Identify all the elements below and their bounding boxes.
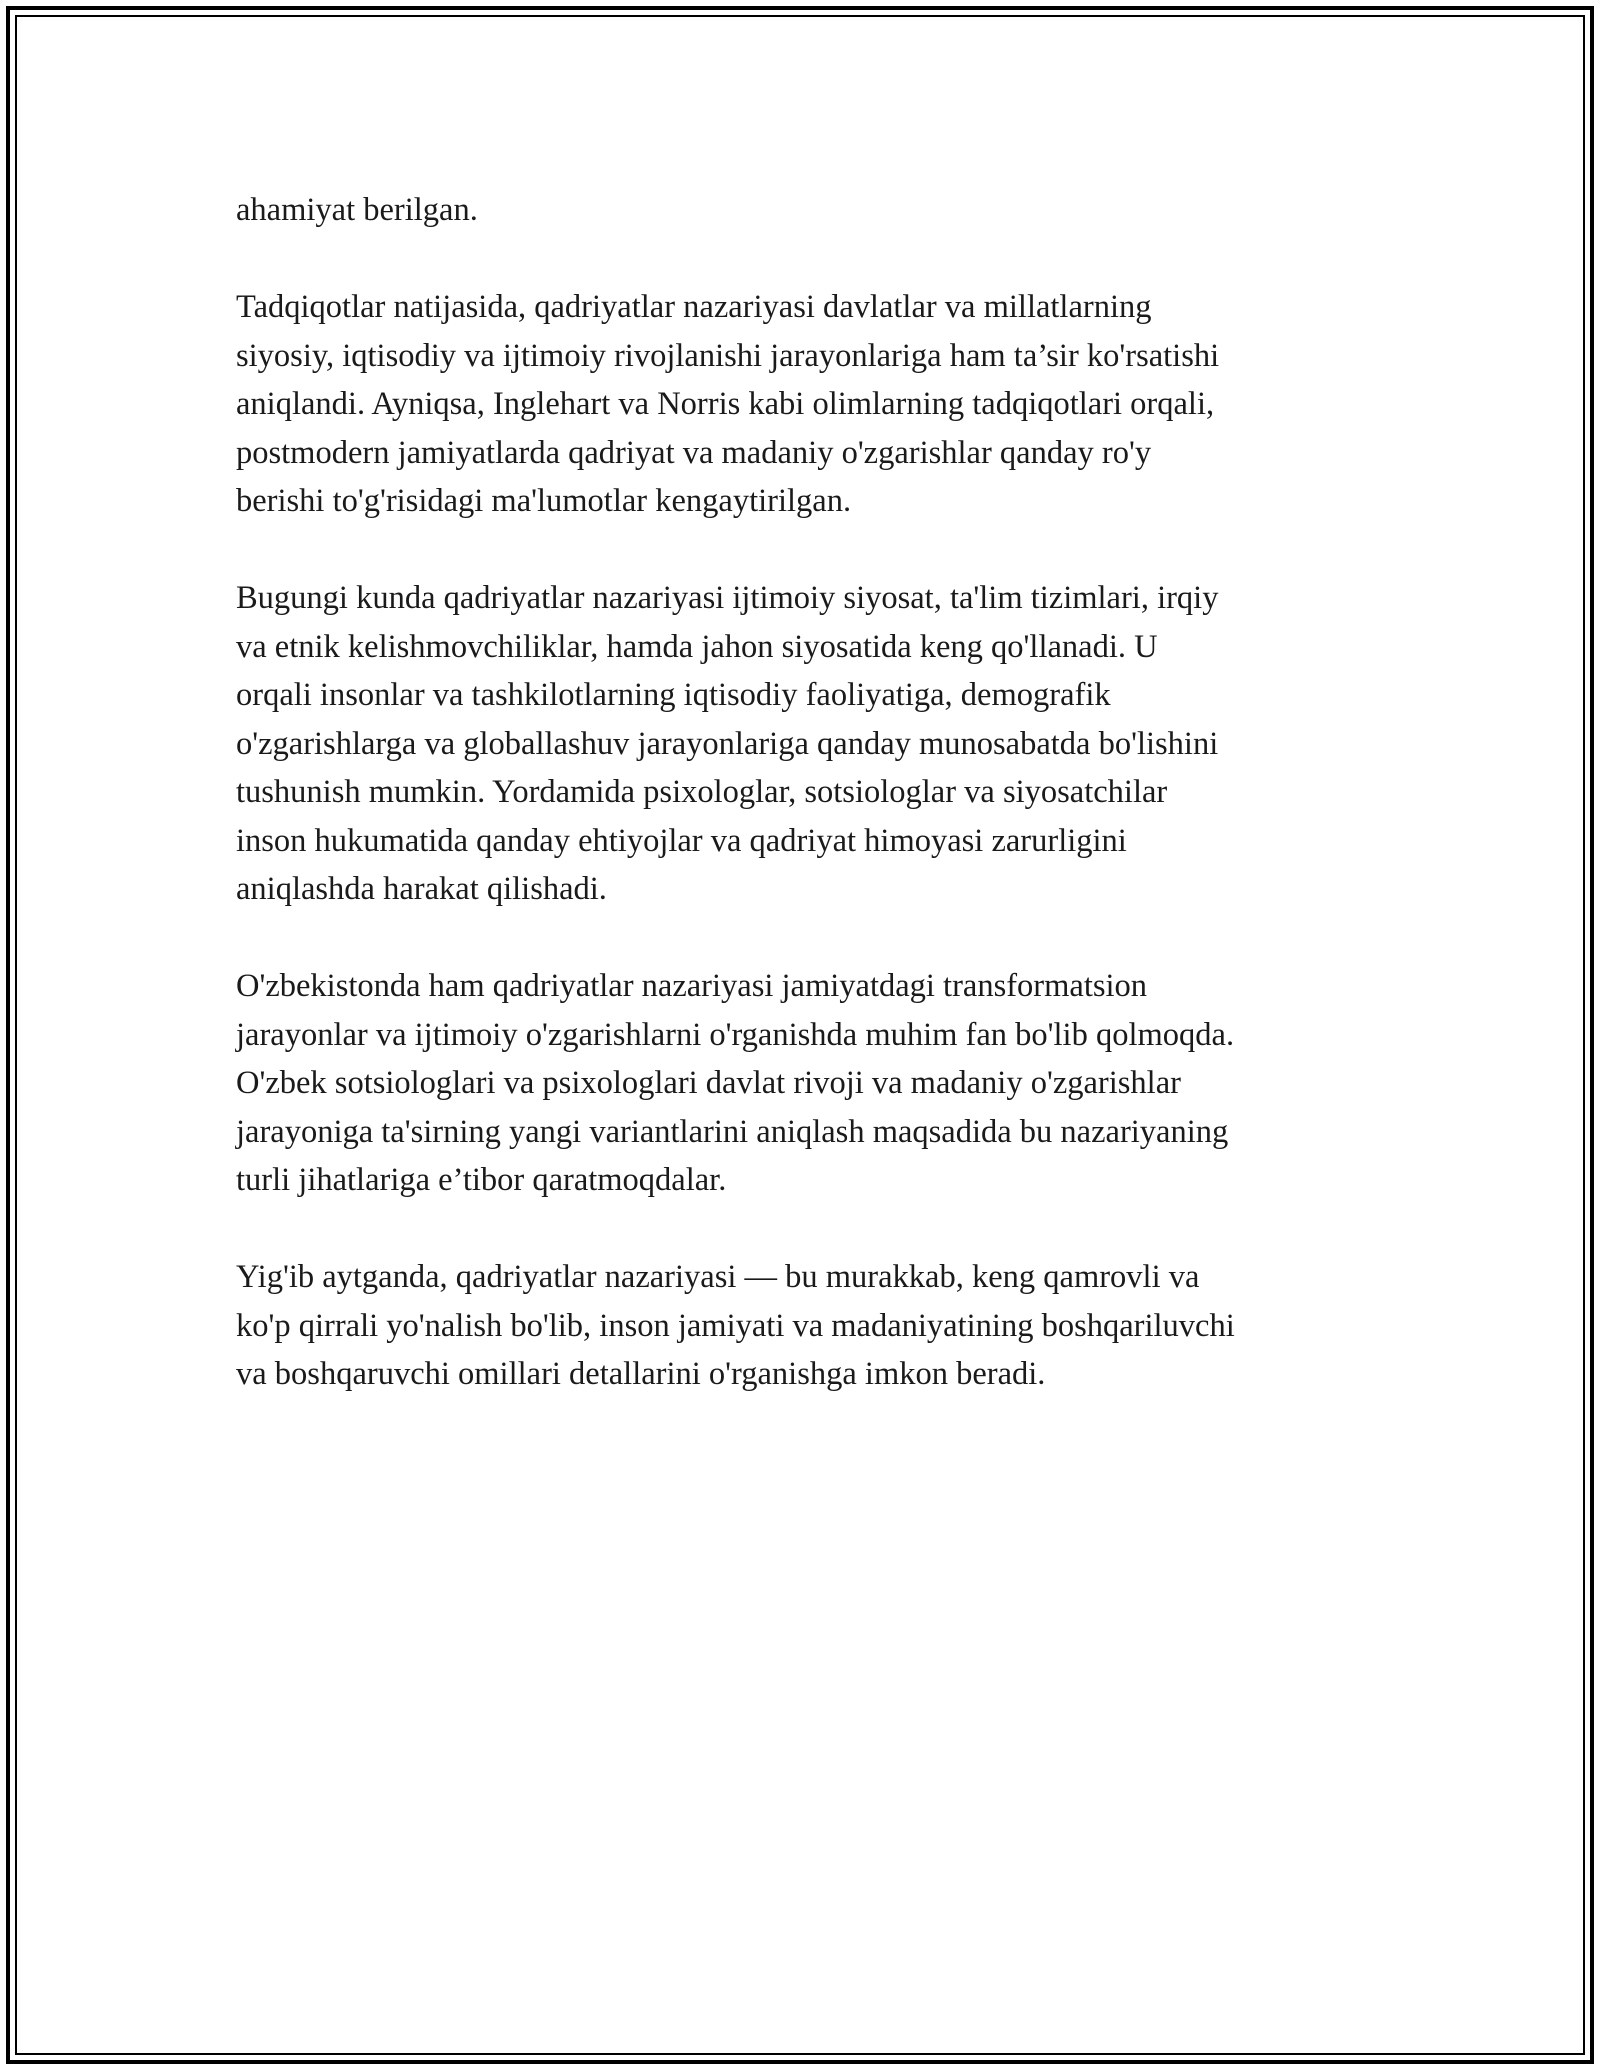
- paragraph: [236, 186, 1381, 235]
- text-line: Bugungi kunda qadriyatlar nazariyasi ijtimoiy siyosat, ta'lim tizimlari, irqiy: [236, 580, 1219, 616]
- paragraph: [236, 574, 1381, 914]
- text-line: turli jihatlariga e’tibor qaratmoqdalar.: [236, 1162, 727, 1198]
- text-line: Yig'ib aytganda, qadriyatlar nazariyasi — bu murakkab, keng qamrovli va: [236, 1259, 1200, 1295]
- text-line: postmodern jamiyatlarda qadriyat va madaniy o'zgarishlar qanday ro'y: [236, 434, 1152, 471]
- text-line: ko'p qirrali yo'nalish bo'lib, inson jamiyati va madaniyatining boshqariluvchi: [236, 1307, 1235, 1344]
- text-line: jarayoniga ta'sirning yangi variantlarini aniqlash maqsadida bu nazariyaning: [236, 1113, 1229, 1150]
- paragraph: [236, 283, 1381, 526]
- text-line: o'zgarishlarga va globallashuv jarayonlariga qanday munosabatda bo'lishini: [236, 725, 1219, 762]
- text-line: va etnik kelishmovchiliklar, hamda jahon siyosatida keng qo'llanadi. U: [236, 628, 1158, 665]
- text-line: tushunish mumkin. Yordamida psixologlar, sotsiologlar va siyosatchilar: [236, 774, 1168, 810]
- text-line: O'zbek sotsiologlari va psixologlari davlat rivoji va madaniy o'zgarishlar: [236, 1065, 1181, 1101]
- paragraph: [236, 1253, 1381, 1399]
- document-body: [236, 186, 1381, 1447]
- text-line: inson hukumatida qanday ehtiyojlar va qadriyat himoyasi zarurligini: [236, 822, 1127, 859]
- text-line: jarayonlar va ijtimoiy o'zgarishlarni o'rganishda muhim fan bo'lib qolmoqda.: [236, 1016, 1235, 1053]
- text-line: Tadqiqotlar natijasida, qadriyatlar nazariyasi davlatlar va millatlarning: [236, 289, 1152, 325]
- text-line: aniqlandi. Ayniqsa, Inglehart va Norris kabi olimlarning tadqiqotlari orqali,: [236, 386, 1215, 422]
- text-line: ahamiyat berilgan.: [236, 192, 478, 228]
- text-line: va boshqaruvchi omillari detallarini o'rganishga imkon beradi.: [236, 1356, 1046, 1392]
- text-line: aniqlashda harakat qilishadi.: [236, 871, 607, 907]
- paragraph: [236, 962, 1381, 1205]
- text-line: berishi to'g'risidagi ma'lumotlar kengaytirilgan.: [236, 483, 852, 519]
- text-line: O'zbekistonda ham qadriyatlar nazariyasi jamiyatdagi transformatsion: [236, 968, 1148, 1004]
- text-line: siyosiy, iqtisodiy va ijtimoiy rivojlanishi jarayonlariga ham ta’sir ko'rsatishi: [236, 337, 1220, 374]
- text-line: orqali insonlar va tashkilotlarning iqtisodiy faoliyatiga, demografik: [236, 677, 1111, 713]
